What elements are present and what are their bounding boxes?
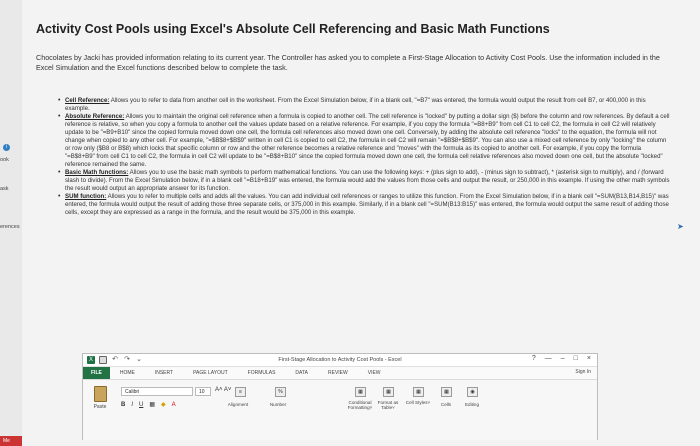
term-cell-reference: Cell Reference: [65, 97, 110, 104]
maximize-button[interactable]: □ [573, 355, 578, 362]
underline-button[interactable]: U [139, 401, 144, 408]
cell-styles-button[interactable] [403, 400, 433, 405]
redo-icon[interactable]: ↷ [124, 356, 130, 363]
conditional-formatting-button[interactable] [345, 400, 375, 410]
format-as-table-icon[interactable]: ▦ [383, 387, 394, 397]
excel-logo-icon: X [88, 357, 93, 363]
page-title: Activity Cost Pools using Excel's Absolute Cell Referencing and Basic Math Functions [36, 22, 550, 36]
tab-review[interactable]: REVIEW [328, 370, 348, 376]
number-group[interactable] [263, 402, 293, 407]
bullet-basic-math [58, 169, 670, 193]
term-sum-function: SUM function: [65, 193, 107, 200]
bold-button[interactable]: B [121, 401, 126, 408]
window-controls [532, 355, 591, 362]
ribbon-tab-bar [83, 367, 597, 379]
cells-label: Cells [440, 402, 452, 407]
bullet-sum-function [58, 193, 670, 217]
format-as-table-button[interactable] [373, 400, 403, 410]
term-absolute-reference: Absolute Reference: [65, 113, 125, 120]
rail-label-book[interactable]: ook [0, 157, 9, 163]
editing-button[interactable] [457, 402, 487, 407]
font-format-row [121, 401, 176, 408]
font-name-select[interactable]: Calibri [121, 387, 193, 396]
alignment-label: Alignment [227, 402, 249, 407]
term-basic-math: Basic Math functions: [65, 169, 129, 176]
cell-styles-icon[interactable]: ▦ [413, 387, 424, 397]
desc-absolute-reference: Allows you to maintain the original cell reference when a formula is copied to another cell. The cell reference is "locked" by putting a dollar sign ($) before the column and row references. By default a cell reference is relative, so when you copy a formula to another cell the values update based on a relative reference. For example, if you copy the formula "=B8+B9" from cell C1 to cell C2, the formula in cell C2 will relatively update to be "=B9+B10" since the copied formula moved down one cell, the formula cell references also moved down one cell. Conversely, by adding the absolute cell reference "locks" to the equation, the formula will not change when copied to any other cell. For example, "=$B$8+$B$9" written in cell C1 is copied to cell C2, the formula in cell C2 will remain "=$B$8+$B$9". You can also use a mixed cell reference by only "locking" the column or row only ($B8 or B$8) which locks that specific column or row and the other reference becomes a relative reference and "moves" with the formula as its copied to another cell. For example, if you copy the formula "=B$8+B9" from cell C1 to cell C2, the formula in cell C2 will update to be "=B$8+B10" since the copied formula moved down one cell, the formula cell relative references also moved down one cell, but the absolute "locked" reference remained the same. [65, 113, 670, 168]
cursor-arrow-icon: ➤ [677, 222, 684, 231]
close-button[interactable]: × [586, 355, 591, 362]
sign-in-link[interactable]: Sign In [575, 369, 591, 375]
excel-window-title: First-Stage Allocation to Activity Cost Pools - Excel [278, 357, 402, 363]
help-button[interactable]: ? [531, 355, 536, 362]
tab-home[interactable]: HOME [119, 370, 135, 376]
tab-formulas[interactable]: FORMULAS [247, 370, 276, 376]
desc-basic-math: Allows you to use the basic math symbols to perform mathematical functions. You can use the following keys: + (plus sign to add), - (minus sign to subtract), * (asterisk sign to multiply), and / (forward slash to divide). From the Excel Simulation below, if in a blank cell "=B18+B19" was entered, the formula would add the values from those cells and output the result, or 250,000 in this example. If using the other math symbols the result would output an appropriate answer for its function. [65, 169, 670, 192]
rail-bottom-tag[interactable]: Me [0, 436, 22, 446]
excel-window[interactable] [82, 353, 598, 440]
tab-insert[interactable]: INSERT [154, 370, 174, 376]
tab-page-layout[interactable]: PAGE LAYOUT [193, 370, 228, 376]
rail-label-ask[interactable]: ask [0, 186, 9, 192]
tab-data[interactable]: DATA [295, 370, 309, 376]
excel-title-bar [83, 354, 597, 367]
italic-button[interactable]: I [131, 401, 134, 408]
font-color-icon[interactable]: A [171, 401, 176, 408]
tab-view[interactable]: VIEW [367, 370, 381, 376]
percent-style-button[interactable]: % [275, 387, 286, 397]
function-bullet-list [58, 97, 670, 217]
editing-icon[interactable]: ◉ [467, 387, 478, 397]
left-navigation-rail [0, 0, 22, 446]
conditional-formatting-icon[interactable]: ▦ [355, 387, 366, 397]
cell-styles-label: Cell Styles˅ [405, 400, 431, 405]
font-size-select[interactable]: 10 [195, 387, 211, 396]
paste-button[interactable] [89, 386, 111, 416]
paste-label: Paste [93, 404, 107, 410]
bullet-absolute-reference [58, 113, 670, 169]
format-as-table-label: Format as Table˅ [377, 400, 399, 410]
customize-toolbar-icon[interactable]: ⌄ [136, 356, 142, 363]
intro-paragraph: Chocolates by Jacki has provided information relating to its current year. The Controller has asked you to complete a First-Stage Allocation to Activity Cost Pools. Use the information included in the Excel Simulation and the Excel functions described below to complete the task. [36, 53, 660, 73]
rail-label-references[interactable]: erences [0, 224, 20, 230]
undo-icon[interactable]: ↶ [112, 356, 118, 363]
number-label: Number [269, 402, 287, 407]
info-dot-icon[interactable]: i [3, 144, 10, 151]
conditional-formatting-label: Conditional Formatting˅ [347, 400, 373, 410]
editing-label: Editing [464, 402, 480, 407]
wrap-text-icon[interactable]: ≡ [235, 387, 246, 397]
borders-icon[interactable]: ▦ [149, 402, 156, 408]
fill-color-icon[interactable]: ◆ [161, 402, 166, 408]
desc-cell-reference: Allows you to refer to data from another cell in the worksheet. From the Excel Simulation below, if in a blank cell, "=B7" was entered, the formula would output the result from cell B7, or 400,000 in this example. [65, 97, 646, 112]
home-ribbon [83, 379, 597, 440]
alignment-group[interactable] [223, 402, 253, 407]
desc-sum-function: Allows you to refer to multiple cells and adds all the values. You can add individual cell references or ranges to utilize this function. From the Excel Simulation below, if in a blank cell "=SUM(B13,B14,B15)" was entered, the formula would output the result of adding those three separate cells, or 375,000 in this example. Similarly, if in a blank cell "=SUM(B13:B15)" was entered, the formula would output the same result of adding those cells, except they are expressed as a range in the formula, and the result would be 375,000 in this example. [65, 193, 669, 216]
tab-file[interactable]: FILE [83, 367, 110, 379]
minimize-button[interactable]: – [560, 355, 565, 362]
ribbon-display-button[interactable]: — [544, 355, 552, 362]
cells-icon[interactable]: ▦ [441, 387, 452, 397]
font-grow-shrink-buttons[interactable]: A˄ A˅ [215, 387, 232, 393]
bullet-cell-reference [58, 97, 670, 113]
clipboard-icon [94, 386, 107, 402]
